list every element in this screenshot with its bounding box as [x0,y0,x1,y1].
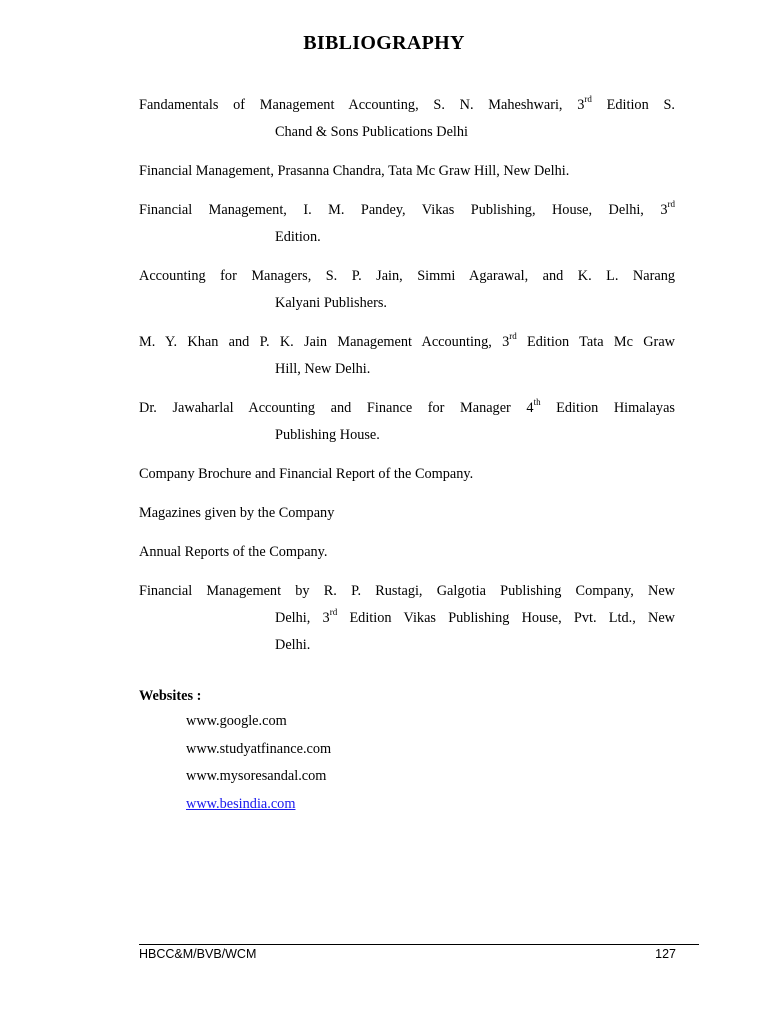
bibliography-entry: M. Y. Khan and P. K. Jain Management Accounting, 3rd Edition Tata Mc Graw Hill, New Delhi. [139,331,675,377]
footer-code: HBCC&M/BVB/WCM [139,947,257,961]
bibliography-entry: Accounting for Managers, S. P. Jain, Simmi Agarawal, and K. L. Narang Kalyani Publishers. [139,268,675,311]
bibliography-entry: Financial Management by R. P. Rustagi, Galgotia Publishing Company, New Delhi, 3rd Edition Vikas Publishing House, Pvt. Ltd., New Delhi. [139,583,676,653]
websites-section [139,684,331,818]
bibliography-entry: Financial Management, Prasanna Chandra, Tata Mc Graw Hill, New Delhi. [139,163,570,179]
bibliography-entry: Annual Reports of the Company. [139,544,328,560]
page-title: BIBLIOGRAPHY [303,32,465,54]
website-item: www.studyatfinance.com [186,740,332,757]
bibliography-entry: Magazines given by the Company [139,505,335,521]
bibliography-entry: Company Brochure and Financial Report of the Company. [139,466,474,482]
page-number: 127 [655,947,676,961]
bibliography-list [139,92,675,671]
bibliography-entry: Financial Management, I. M. Pandey, Vikas Publishing, House, Delhi, 3rd Edition. [139,199,675,245]
website-item: www.mysoresandal.com [186,768,327,784]
website-item [186,791,331,819]
bibliography-entry: Dr. Jawaharlal Accounting and Finance for Manager 4th Edition Himalayas Publishing House. [139,397,675,443]
website-item: www.google.com [186,713,287,729]
bibliography-entry: Fandamentals of Management Accounting, S. N. Maheshwari, 3rd Edition S. Chand & Sons Publications Delhi [139,94,675,140]
websites-list [139,708,331,818]
footer-divider [139,944,699,945]
website-link-besindia[interactable]: www.besindia.com [186,795,296,812]
websites-heading: Websites : [139,688,202,704]
